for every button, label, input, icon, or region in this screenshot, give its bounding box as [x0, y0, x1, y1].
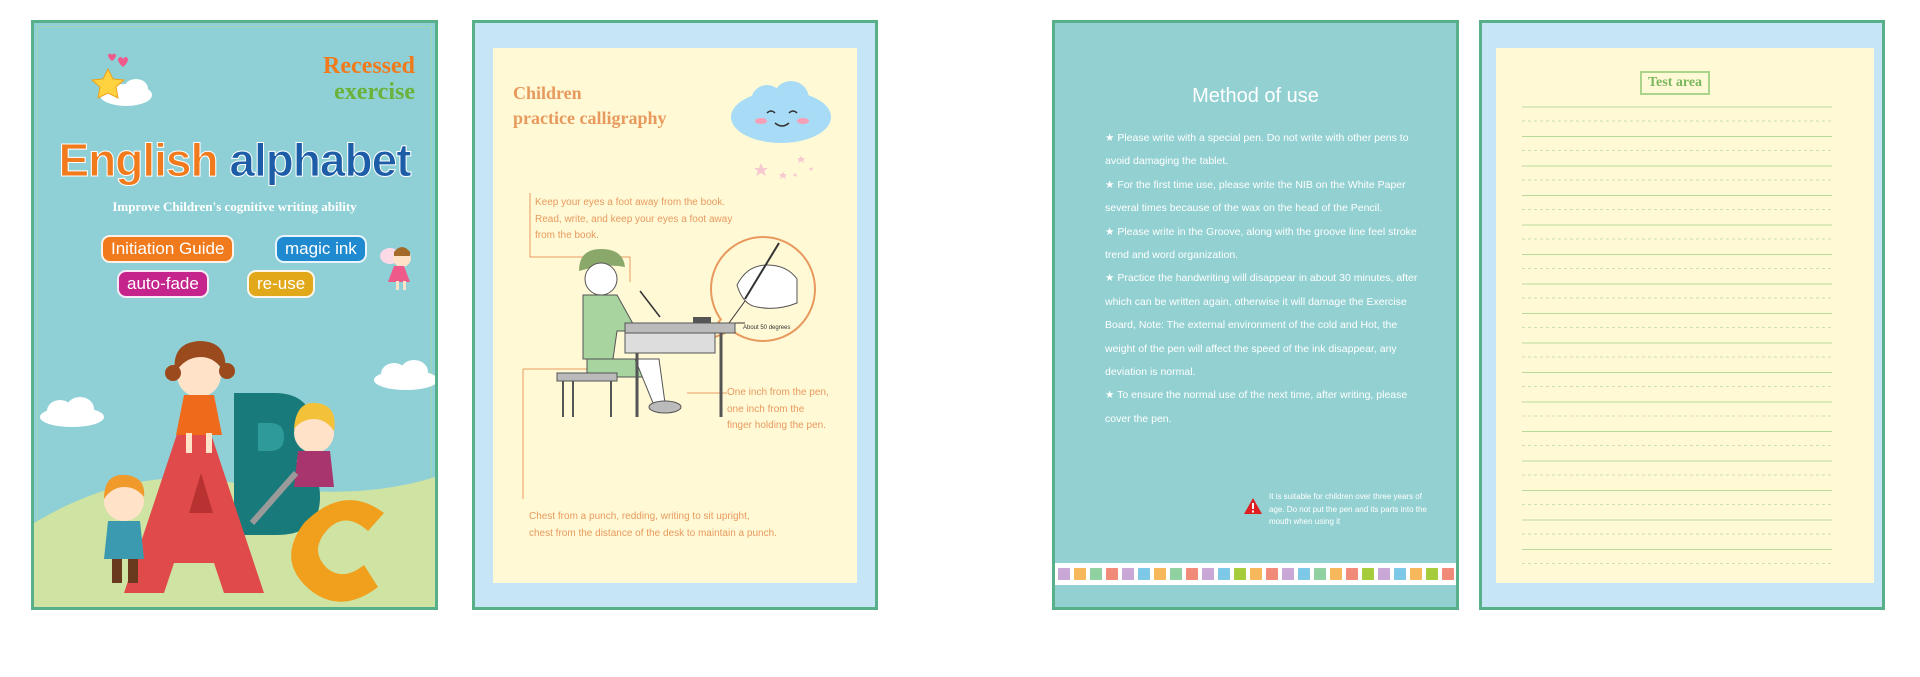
- method-item: ★ Practice the handwriting will disappear in about 30 minutes, after which can be written again, otherwise it will damage the Exercise Board, Note: The external environment of the cold and Hot, the weight of the pen will affect the speed of the ink disappear, any deviation is normal.: [1105, 272, 1418, 379]
- color-square: [1282, 568, 1294, 580]
- pen-note-line: one inch from the: [727, 403, 805, 415]
- color-square: [1106, 568, 1118, 580]
- color-square: [1122, 568, 1134, 580]
- badge-magic-ink: magic ink: [275, 235, 367, 263]
- title-alphabet: alphabet: [229, 134, 411, 186]
- test-area-label: Test area: [1640, 71, 1710, 95]
- english-alphabet-title: [34, 133, 435, 187]
- abc-kids-illustration: [34, 323, 435, 607]
- badge-auto-fade: auto-fade: [117, 270, 209, 298]
- color-square: [1058, 568, 1070, 580]
- method-item: ★ For the first time use, please write the NIB on the White Paper several times because of the wax on the head of the Pencil.: [1105, 178, 1406, 215]
- recessed-exercise-title: [323, 53, 415, 105]
- chest-note-line: chest from the distance of the desk to maintain a punch.: [529, 527, 777, 539]
- method-item: ★ To ensure the normal use of the next time, after writing, please cover the pen.: [1105, 389, 1408, 425]
- method-item: ★ Please write with a special pen. Do not write with other pens to avoid damaging the tablet.: [1105, 132, 1409, 168]
- color-square: [1378, 568, 1390, 580]
- title-english: English: [58, 134, 218, 186]
- color-square: [1090, 568, 1102, 580]
- chest-note-line: Chest from a punch, redding, writing to sit upright,: [529, 511, 750, 522]
- cover-page: [31, 20, 438, 610]
- color-square: [1170, 568, 1182, 580]
- color-square: [1362, 568, 1374, 580]
- calligraphy-page: [472, 20, 878, 610]
- color-square: [1410, 568, 1422, 580]
- color-square: [1202, 568, 1214, 580]
- color-square: [1426, 568, 1438, 580]
- method-item: ★ Please write in the Groove, along with the groove line feel stroke trend and word organization.: [1105, 225, 1417, 262]
- eyes-note-line: Read, write, and keep your eyes a foot away: [535, 213, 733, 225]
- color-square: [1394, 568, 1406, 580]
- writing-lines: [1522, 105, 1842, 575]
- fairy-icon: [376, 238, 418, 294]
- eyes-distance-note: [535, 195, 732, 245]
- color-square: [1442, 568, 1454, 580]
- chest-distance-note: [529, 509, 777, 542]
- eyes-note-line: from the book.: [535, 230, 599, 241]
- color-square: [1218, 568, 1230, 580]
- color-square: [1298, 568, 1310, 580]
- warning-text: It is suitable for children over three years of age. Do not put the pen and its parts into the mouth when using it: [1269, 492, 1427, 526]
- star-cloud-icon: [86, 47, 158, 109]
- age-warning: [1243, 491, 1439, 529]
- warning-icon: [1243, 497, 1263, 515]
- pen-note-line: One inch from the pen,: [727, 387, 829, 398]
- calligraphy-title-line2: practice calligraphy: [513, 108, 667, 128]
- badge-initiation-guide: Initiation Guide: [101, 235, 234, 263]
- exercise-line: exercise: [334, 79, 415, 105]
- eyes-note-line: Keep your eyes a foot away from the book.: [535, 197, 726, 208]
- color-square: [1074, 568, 1086, 580]
- method-page: [1052, 20, 1459, 610]
- pen-note-line: finger holding the pen.: [727, 420, 826, 431]
- color-square: [1154, 568, 1166, 580]
- color-squares-strip: [1055, 563, 1456, 585]
- calligraphy-title-line1: Children: [513, 83, 582, 103]
- badge-re-use: re-use: [247, 270, 315, 298]
- angle-label: About 50 degrees: [743, 325, 791, 331]
- test-page: [1479, 20, 1885, 610]
- color-square: [1266, 568, 1278, 580]
- color-square: [1186, 568, 1198, 580]
- color-square: [1346, 568, 1358, 580]
- cover-subtitle: Improve Children's cognitive writing ability: [112, 199, 357, 214]
- recessed-line: Recessed: [323, 53, 415, 79]
- method-title: Method of use: [1192, 85, 1319, 107]
- color-square: [1138, 568, 1150, 580]
- color-square: [1234, 568, 1246, 580]
- color-square: [1250, 568, 1262, 580]
- color-square: [1314, 568, 1326, 580]
- color-square: [1330, 568, 1342, 580]
- pen-distance-note: [727, 385, 829, 435]
- method-instructions: [1105, 127, 1425, 431]
